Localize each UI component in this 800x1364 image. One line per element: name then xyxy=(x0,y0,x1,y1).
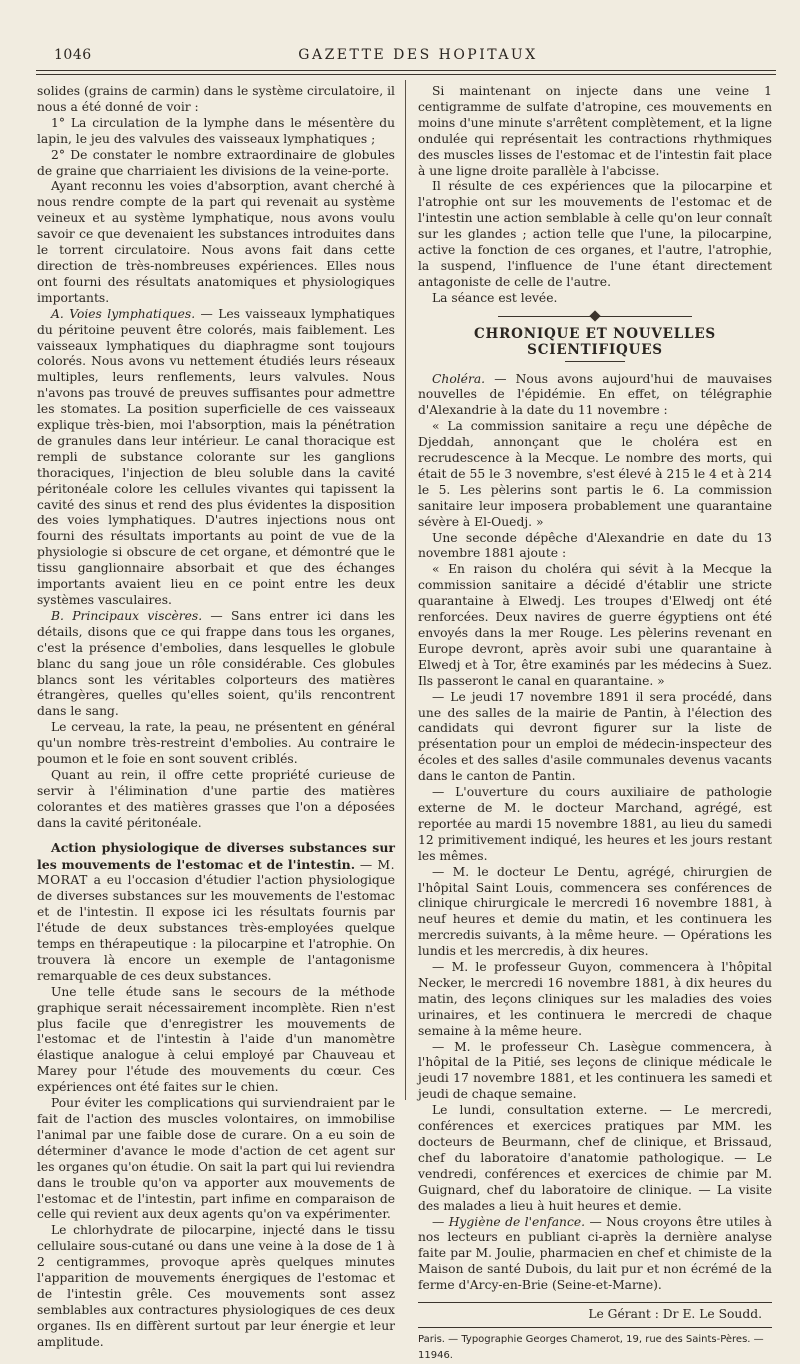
chronique-heading: CHRONIQUE ET NOUVELLES SCIENTIFIQUES xyxy=(474,325,716,358)
paragraph-text: — Nous avons aujourd'hui de mauvaises nouvelles de l'épidémie. En effet, on télégraphie d'Alexandrie à la date du 11 novembre : xyxy=(418,371,772,418)
right-column xyxy=(418,84,772,1364)
column-divider xyxy=(405,80,406,1100)
paragraph: Le chlorhydrate de pilocarpine, injecté dans le tissu cellulaire sous-cutané ou dans une veine à la dose de 1 à 2 centigrammes, provoque après quelques minutes l'apparition de mouvements énergiques de l'estomac et de l'intestin grêle. Ces mouvements sont assez semblables aux contractures physiologiques de ces deux organes. Ils en diffèrent surtout par leur énergie et leur amplitude. xyxy=(37,1223,395,1349)
paragraph: Une telle étude sans le secours de la méthode graphique serait nécessairement incomplète. Rien n'est plus facile que d'enregistrer les mouvements de l'estomac et de l'intestin à l'aide d'un manomètre élastique analogue à celui employé par Chauveau et Marey pour l'étude des mouvements du cœur. Ces expériences ont été faites sur le chien. xyxy=(37,984,395,1095)
paragraph: — Le jeudi 17 novembre 1891 il sera procédé, dans une des salles de la mairie de Pantin, à l'élection des candidats qui devront figurer sur la liste de présentation pour un emploi de médecin-inspecteur des écoles et des salles d'asile communales devenus vacants dans le canton de Pantin. xyxy=(418,689,772,784)
ornament-divider xyxy=(418,311,772,321)
paragraph: Quant au rein, il offre cette propriété curieuse de servir à l'élimination d'une partie des matières colorantes et des matières grasses que l'on a déposées dans la cavité péritonéale. xyxy=(37,767,395,830)
end-rule xyxy=(418,1302,772,1303)
footer-rule xyxy=(418,1327,772,1328)
paragraph: 1° La circulation de la lymphe dans le mésentère du lapin, le jeu des valvules des vaisseaux lymphatiques ; xyxy=(37,115,395,146)
ornament-diamond xyxy=(589,310,600,321)
paragraph-text: a eu l'occasion d'étudier l'action physiologique de diverses substances sur les mouvements de l'estomac et de l'intestin. Il expose ici les résultats fournis par l'étude de deux substances très-employées quelque temps en thérapeutique : la pilocarpine et l'atrophie. On trouvera là encore un exemple de l'antagonisme remarquable de ces deux substances. xyxy=(37,873,395,983)
paragraph: — M. le professeur Guyon, commencera à l'hôpital Necker, le mercredi 16 novembre 1881, à dix heures du matin, des leçons cliniques sur les maladies des voies urinaires, et les continuera le mercredi de chaque semaine à la même heure. xyxy=(418,960,772,1038)
paragraph: Une seconde dépêche d'Alexandrie en date du 13 novembre 1881 ajoute : xyxy=(418,530,772,561)
paragraph: — M. le professeur Ch. Lasègue commencera, à l'hôpital de la Pitié, ses leçons de clinique médicale le jeudi 17 novembre 1881, et les continuera les samedi et jeudi de chaque semaine. xyxy=(418,1039,772,1102)
heading-rule xyxy=(565,361,625,362)
paragraph-text: — Les vaisseaux lymphatiques du péritoine peuvent être colorés, mais faiblement. Les vaisseaux lymphatiques du diaphragme sont toujours colorés. Nous avons vu nettement étudiés leurs réseaux multiples, leurs renflements, leurs valvules. Nous n'avons pas trouvé de preuves suffisantes pour admettre les stomates. La position superficielle de ces vaisseaux explique très-bien, moi l'absorption, mais la pénétration de granules dans leur intérieur. Le canal thoracique est rempli de substance colorante sur les ganglions thoraciques, l'injection de bleu soluble dans la cavité péritonéale colore les cellules vivantes qui tapissent la cavité des sinus et rend des plus évidentes la disposition des voies lymphatiques. D'autres injections nous ont fourni des résultats importants au point de vue de la physiologie si obscure de cet organe, et démontré que le tissu ganglionnaire absorbait et que des échanges importants avaient lieu en ce point entre les deux systèmes vasculaires. xyxy=(37,306,395,607)
subheading-label: — Hygiène de l'enfance. xyxy=(432,1214,586,1229)
paragraph: Si maintenant on injecte dans une veine 1 centigramme de sulfate d'atropine, ces mouvements en moins d'une minute s'arrêtent complètement, et la ligne ondulée qui représentait les contractions rhythmiques des muscles lisses de l'estomac et de l'intestin fait place à une ligne droite parallèle à l'abcisse. xyxy=(418,84,772,178)
paragraph: La séance est levée. xyxy=(432,290,558,305)
paragraph-hygiene xyxy=(418,1215,772,1295)
paragraph: Pour éviter les complications qui surviendraient par le fait de l'action des muscles volontaires, on immobilise l'animal par une faible dose de curare. On a eu soin de déterminer d'avance le mode d'action de cet agent sur les organes qu'on étudie. On sait la part qui lui reviendra dans le trouble qu'on va apporter aux mouvements de l'estomac et de l'intestin, part infime en comparaison de celle qui revient aux deux agents qu'on va expérimenter. xyxy=(37,1096,395,1222)
running-title: GAZETTE DES HOPITAUX xyxy=(298,47,538,63)
paragraph: Ayant reconnu les voies d'absorption, avant cherché à nous rendre compte de la part qui revenait au système veineux et au système lymphatique, nous avons voulu savoir ce que devenaient les substances introduites dans le torrent circulatoire. Nous avons fait dans cette direction de très-nombreuses expériences. Elles nous ont fourni des résultats anatomiques et physiologiques importants. xyxy=(37,179,395,305)
paragraph-text: — Sans entrer ici dans les détails, disons que ce qui frappe dans tous les organes, c'est la présence d'embolies, dans lesquelles le globule blanc du sang joue un rôle considérable. Ces globules blancs sont les véritables colporteurs des matières étrangères, quelles qu'elles soient, qu'ils rencontrent dans le sang. xyxy=(37,608,395,719)
header-rule-secondary xyxy=(36,74,776,75)
paragraph-voies-lymphatiques xyxy=(37,307,395,609)
section-heading: Action physiologique de diverses substances sur les mouvements de l'estomac et de l'intestin. xyxy=(37,839,395,872)
paragraph: Le lundi, consultation externe. — Le mercredi, conférences et exercices pratiques par MM. les docteurs de Beurmann, chef de clinique, et Brissaud, chef du laboratoire d'anatomie pathologique. — Le vendredi, conférences et exercices de chimie par M. Guignard, chef du laboratoire de clinique. — La visite des malades a lieu à huit heures et demie. xyxy=(418,1103,772,1213)
gerant-signature: Le Gérant : Dr E. Le Soudd. xyxy=(588,1307,762,1322)
paragraph: — M. le docteur Le Dentu, agrégé, chirurgien de l'hôpital Saint Louis, commencera ses conférences de clinique chirurgicale le mercredi 16 novembre 1881, à neuf heures et demie du matin, et les continuera les mercredis suivants, à la même heure. — Opérations les lundis et les mercredis, à dix heures. xyxy=(418,864,772,959)
subheading-label: Choléra. xyxy=(432,371,486,386)
subheading-label: B. Principaux viscères. xyxy=(51,608,203,623)
paragraph: Il résulte de ces expériences que la pilocarpine et l'atrophie ont sur les mouvements de l'estomac et de l'intestin une action semblable à celle qu'on leur connaît sur les glandes ; action telle que l'une, la pilocarpine, active la fonction de ces organes, et l'autre, l'atrophie, la suspend, l'influence de l'une étant directement antagoniste de celle de l'autre. xyxy=(418,179,772,289)
printer-imprint: Paris. — Typographie Georges Chamerot, 19, rue des Saints-Pères. — 11946. xyxy=(418,1333,764,1361)
quote: « La commission sanitaire a reçu une dépêche de Djeddah, annonçant que le choléra est en recrudescence à la Mecque. Le nombre des morts, qui était de 55 le 3 novembre, s'est élevé à 215 le 4 et à 214 le 5. Les pèlerins sont partis le 6. La commission sanitaire leur imposera probablement une quarantaine sévère à El-Ouedj. » xyxy=(418,419,772,529)
section-author: — M. MORAT xyxy=(37,857,395,888)
paragraph-cholera xyxy=(418,372,772,420)
paragraph: solides (grains de carmin) dans le système circulatoire, il nous a été donné de voir : xyxy=(37,84,395,114)
paragraph-text: — Nous croyons être utiles à nos lecteurs en publiant ci-après la dernière analyse faite par M. Joulie, pharmacien en chef et chimiste de la Maison de santé Dubois, du lait pur et non écrémé de la ferme d'Arcy-en-Brie (Seine-et-Marne). xyxy=(418,1214,772,1293)
quote: « En raison du choléra qui sévit à la Mecque la commission sanitaire a décidé d'établir une stricte quarantaine à Elwedj. Les troupes d'Elwedj ont été renforcées. Deux navires de guerre égyptiens ont été envoyés dans la mer Rouge. Les pèlerins revenant en Europe devront, après avoir subi une quarantaine à Elwedj et à Tor, être examinés par les médecins à Suez. Ils passeront le canal en quarantaine. » xyxy=(418,562,772,688)
paragraph: Le cerveau, la rate, la peau, ne présentent en général qu'un nombre très-restreint d'embolies. Au contraire le poumon et le foie en sont souvent criblés. xyxy=(37,720,395,767)
page-number: 1046 xyxy=(54,47,92,63)
header-rule xyxy=(36,70,776,71)
section-action-physiologique xyxy=(37,840,395,985)
paragraph-principaux-visceres xyxy=(37,609,395,720)
left-column xyxy=(37,84,395,1351)
paragraph: 2° De constater le nombre extraordinaire de globules de graine que charriaient les divisions de la veine-porte. xyxy=(37,147,395,178)
page-header xyxy=(54,44,782,66)
subheading-label: A. Voies lymphatiques. xyxy=(51,306,196,321)
paragraph: — L'ouverture du cours auxiliaire de pathologie externe de M. le docteur Marchand, agrégé, est reportée au mardi 15 novembre 1881, au lieu du samedi 12 primitivement indiqué, les heures et les jours restant les mêmes. xyxy=(418,785,772,863)
